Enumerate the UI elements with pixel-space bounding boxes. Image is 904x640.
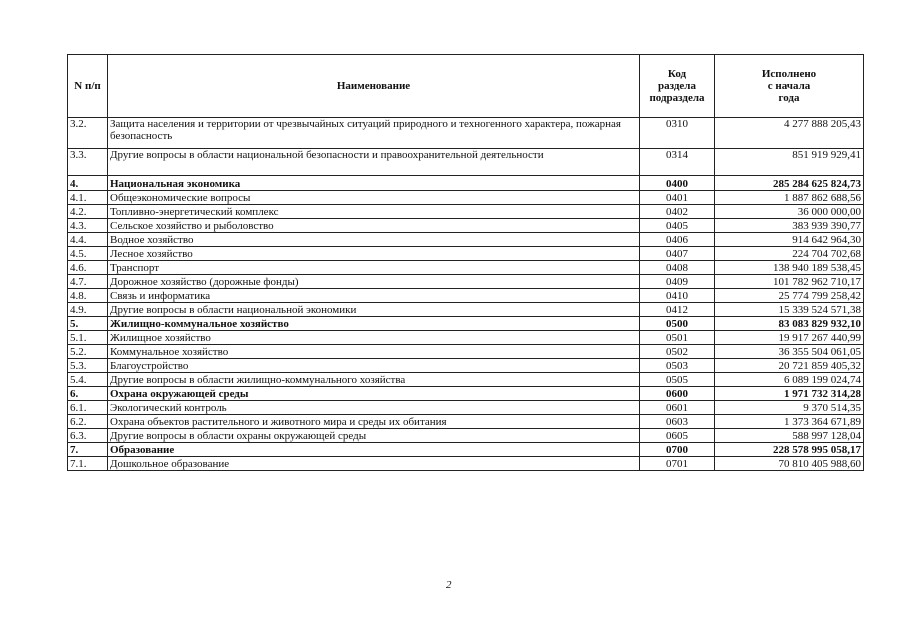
row-amount: 914 642 964,30 [715,233,864,247]
row-amount: 101 782 962 710,17 [715,275,864,289]
row-name: Охрана объектов растительного и животного мира и среды их обитания [108,415,640,429]
table-row-section [68,443,864,457]
table-row [68,359,864,373]
row-amount: 285 284 625 824,73 [715,176,864,191]
table-row-section [68,317,864,331]
row-number: 5.2. [68,345,108,359]
table-row [68,261,864,275]
row-number: 5.4. [68,373,108,387]
row-number: 4.9. [68,303,108,317]
row-name: Национальная экономика [108,176,640,191]
header-amount-line: года [778,92,800,104]
row-number: 4.7. [68,275,108,289]
row-code: 0402 [640,205,715,219]
row-code: 0600 [640,387,715,401]
row-code: 0500 [640,317,715,331]
row-name: Транспорт [108,261,640,275]
row-amount: 138 940 189 538,45 [715,261,864,275]
row-number: 5.1. [68,331,108,345]
row-code: 0501 [640,331,715,345]
row-number: 6. [68,387,108,401]
row-code: 0412 [640,303,715,317]
table-row [68,457,864,471]
row-name: Другие вопросы в области жилищно-коммунального хозяйства [108,373,640,387]
row-amount: 19 917 267 440,99 [715,331,864,345]
row-code: 0701 [640,457,715,471]
row-code: 0400 [640,176,715,191]
header-amount-line: Исполнено [761,68,817,80]
header-amount [715,55,864,118]
row-number: 4.3. [68,219,108,233]
row-amount: 4 277 888 205,43 [715,118,864,149]
row-code: 0603 [640,415,715,429]
row-amount: 83 083 829 932,10 [715,317,864,331]
row-code: 0505 [640,373,715,387]
row-code: 0409 [640,275,715,289]
row-amount: 36 000 000,00 [715,205,864,219]
row-code: 0502 [640,345,715,359]
row-name: Охрана окружающей среды [108,387,640,401]
row-code: 0410 [640,289,715,303]
row-number: 4.8. [68,289,108,303]
table-row [68,275,864,289]
row-name: Жилищно-коммунальное хозяйство [108,317,640,331]
row-amount: 224 704 702,68 [715,247,864,261]
row-name: Защита населения и территории от чрезвычайных ситуаций природного и техногенного характера, пожарная безопасность [108,118,640,149]
table-row [68,205,864,219]
row-code: 0406 [640,233,715,247]
row-code: 0605 [640,429,715,443]
row-code: 0407 [640,247,715,261]
row-name: Другие вопросы в области национальной безопасности и правоохранительной деятельности [108,149,640,176]
row-number: 6.2. [68,415,108,429]
row-number: 5. [68,317,108,331]
row-number: 4.5. [68,247,108,261]
row-code: 0503 [640,359,715,373]
table-row [68,331,864,345]
table-row [68,415,864,429]
row-number: 4.2. [68,205,108,219]
row-number: 4. [68,176,108,191]
table-row [68,289,864,303]
row-number: 6.1. [68,401,108,415]
header-number: N п/п [68,55,108,118]
row-code: 0601 [640,401,715,415]
row-amount: 1 373 364 671,89 [715,415,864,429]
row-name: Топливно-энергетический комплекс [108,205,640,219]
row-name: Лесное хозяйство [108,247,640,261]
row-number: 7.1. [68,457,108,471]
row-name: Благоустройство [108,359,640,373]
header-code [640,55,715,118]
row-number: 4.6. [68,261,108,275]
table-row [68,345,864,359]
row-code: 0310 [640,118,715,149]
row-name: Дорожное хозяйство (дорожные фонды) [108,275,640,289]
table-row [68,219,864,233]
header-code-line: раздела [658,80,696,92]
table-row [68,373,864,387]
header-name: Наименование [108,55,640,118]
budget-execution-table [67,54,864,471]
row-amount: 36 355 504 061,05 [715,345,864,359]
row-amount: 851 919 929,41 [715,149,864,176]
table-row [68,149,864,176]
row-code: 0405 [640,219,715,233]
row-amount: 20 721 859 405,32 [715,359,864,373]
row-amount: 15 339 524 571,38 [715,303,864,317]
row-amount: 9 370 514,35 [715,401,864,415]
table-row-section [68,176,864,191]
header-code-line: Код [667,68,687,80]
row-name: Общеэкономические вопросы [108,191,640,205]
header-code-line: подраздела [649,92,705,104]
row-number: 6.3. [68,429,108,443]
row-name: Дошкольное образование [108,457,640,471]
row-amount: 6 089 199 024,74 [715,373,864,387]
row-name: Экологический контроль [108,401,640,415]
row-name: Другие вопросы в области охраны окружающей среды [108,429,640,443]
table-row [68,401,864,415]
row-number: 4.1. [68,191,108,205]
row-name: Связь и информатика [108,289,640,303]
row-number: 4.4. [68,233,108,247]
row-code: 0401 [640,191,715,205]
row-code: 0314 [640,149,715,176]
row-number: 3.3. [68,149,108,176]
row-code: 0408 [640,261,715,275]
row-number: 5.3. [68,359,108,373]
row-name: Коммунальное хозяйство [108,345,640,359]
row-code: 0700 [640,443,715,457]
row-amount: 1 971 732 314,28 [715,387,864,401]
row-name: Другие вопросы в области национальной экономики [108,303,640,317]
table-row [68,247,864,261]
page-number: 2 [446,579,452,591]
row-number: 3.2. [68,118,108,149]
table-header-row [68,55,864,118]
table-row [68,429,864,443]
row-amount: 588 997 128,04 [715,429,864,443]
row-amount: 383 939 390,77 [715,219,864,233]
table-row [68,118,864,149]
row-name: Водное хозяйство [108,233,640,247]
table-row [68,191,864,205]
table-row [68,233,864,247]
row-amount: 25 774 799 258,42 [715,289,864,303]
header-amount-line: с начала [767,80,811,92]
row-amount: 228 578 995 058,17 [715,443,864,457]
row-name: Сельское хозяйство и рыболовство [108,219,640,233]
row-amount: 70 810 405 988,60 [715,457,864,471]
row-name: Образование [108,443,640,457]
row-number: 7. [68,443,108,457]
table-row [68,303,864,317]
row-name: Жилищное хозяйство [108,331,640,345]
table-row-section [68,387,864,401]
row-amount: 1 887 862 688,56 [715,191,864,205]
